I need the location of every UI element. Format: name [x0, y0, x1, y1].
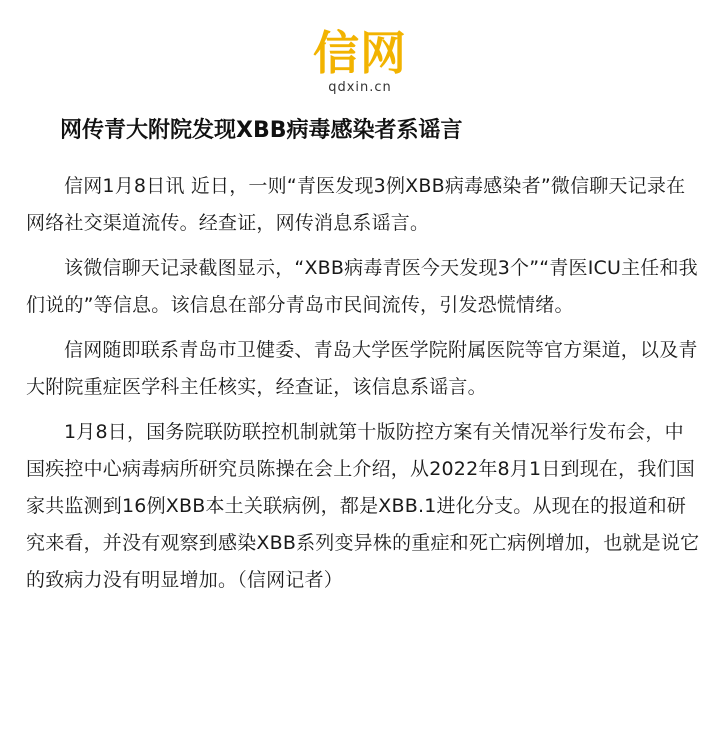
article-paragraph-4: 1月8日，国务院联防联控机制就第十版防控方案有关情况举行发布会，中国疾控中心病毒病所研究员陈操在会上介绍，从2022年8月1日到现在，我们国家共监测到16例XBB本土关联病例，都是XBB.1进化分支。从现在的报道和研究来看，并没有观察到感染XBB系列变异株的重症和死亡病例增加，也就是说它的致病力没有明显增加。（信网记者）	[26, 421, 700, 591]
article-headline: 网传青大附院发现XBB病毒感染者系谣言	[60, 118, 463, 143]
site-logo	[0, 28, 720, 96]
article-paragraph-2: 该微信聊天记录截图显示，“XBB病毒青医今天发现3个”“青医ICU主任和我们说的”等信息。该信息在部分青岛市民间流传，引发恐慌情绪。	[26, 257, 698, 316]
logo-wordmark: 信网	[313, 26, 407, 80]
logo-domain: qdxin.cn	[328, 80, 392, 95]
article-paragraph-3: 信网随即联系青岛市卫健委、青岛大学医学院附属医院等官方渠道，以及青大附院重症医学科主任核实，经查证，该信息系谣言。	[26, 339, 698, 398]
article-body	[26, 168, 702, 607]
article-paragraph-1: 信网1月8日讯 近日，一则“青医发现3例XBB病毒感染者”微信聊天记录在网络社交渠道流传。经查证，网传消息系谣言。	[26, 175, 686, 234]
